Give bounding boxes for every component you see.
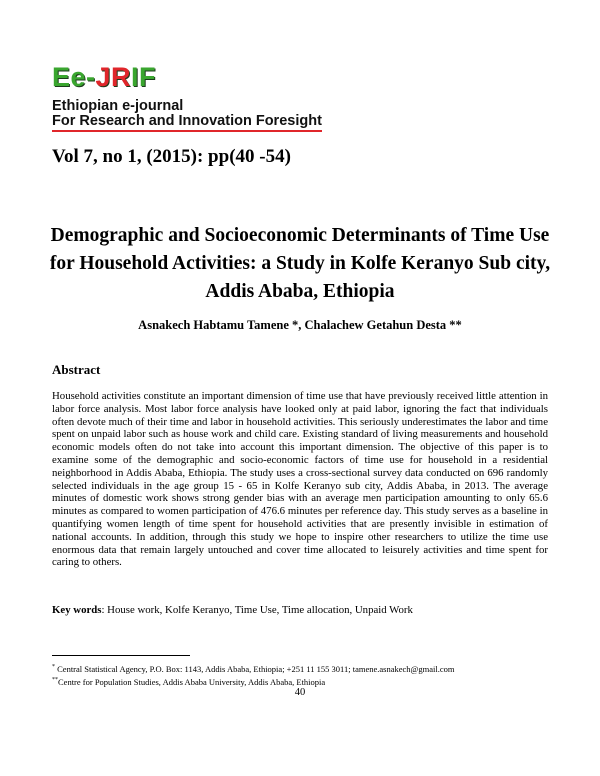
logo-part-if: IF [131, 62, 157, 92]
keywords-text: : House work, Kolfe Keranyo, Time Use, Time allocation, Unpaid Work [101, 604, 413, 616]
paper-authors: Asnakech Habtamu Tamene *, Chalachew Getahun Desta ** [138, 318, 462, 332]
journal-name-line2: For Research and Innovation Foresight [52, 114, 322, 132]
keywords [52, 604, 548, 616]
keywords-label: Key words [52, 604, 102, 616]
abstract-heading: Abstract [52, 362, 101, 377]
journal-name [52, 99, 322, 132]
issue-info: Vol 7, no 1, (2015): pp(40 -54) [52, 146, 291, 167]
journal-logo-text [52, 62, 156, 92]
journal-logo [52, 62, 156, 92]
footnote-2-mark: ** [52, 677, 58, 684]
footnotes [52, 662, 552, 689]
footnote-1-mark: * [52, 664, 55, 670]
abstract-body: Household activities constitute an important dimension of time use that have previously received little attention in labor force analysis. Most labor force analysis have looked only at paid labor, ignoring the fact that individuals often devote much of their time and labor in household activities. This seriously underestimates the labor and time spent on unpaid labor such as house work and child care. Existing standard of living measurements and household economic models often do not take into account this important dimension. The objective of this paper is to examine some of the demographic and socio-economic factors of time use for household in a residential neighborhood in Addis Ababa, Ethiopia. The study uses a cross-sectional survey data conducted on 696 randomly selected individuals in the age group 15 - 65 in Kolfe Keranyo sub city, Addis Ababa, in 2013. The average minutes of domestic work shows strong gender bias with an average men participation amounting to only 65.6 minutes as compared to women participation of 476.6 minutes per reference day. This study serves as a baseline in quantifying women length of time spent for household activities that are presently invisible in estimation of national accounts. In addition, through this study we hope to inspire other researchers to utilize the time use enormous data that remain largely untouched and cover time allocated to leisurely activities and time spent for caring to others. [52, 390, 548, 569]
page-number: 40 [294, 687, 306, 698]
journal-name-line1: Ethiopian e-journal [52, 98, 184, 114]
footnote-2-text: Centre for Population Studies, Addis Ababa University, Addis Ababa, Ethiopia [58, 677, 326, 688]
footnote-1 [52, 662, 552, 675]
paper-title: Demographic and Socioeconomic Determinants of Time Use for Household Activities: a Study in Kolfe Keranyo Sub city, Addis Ababa, Ethiopia [49, 225, 551, 302]
footnote-divider [52, 655, 190, 656]
footnote-1-text: Central Statistical Agency, P.O. Box: 1143, Addis Ababa, Ethiopia; +251 11 155 3011; tamene.asnakech@gmail.com [55, 663, 455, 674]
logo-part-ee: Ee- [52, 62, 96, 92]
logo-part-jr: JR [95, 62, 132, 92]
